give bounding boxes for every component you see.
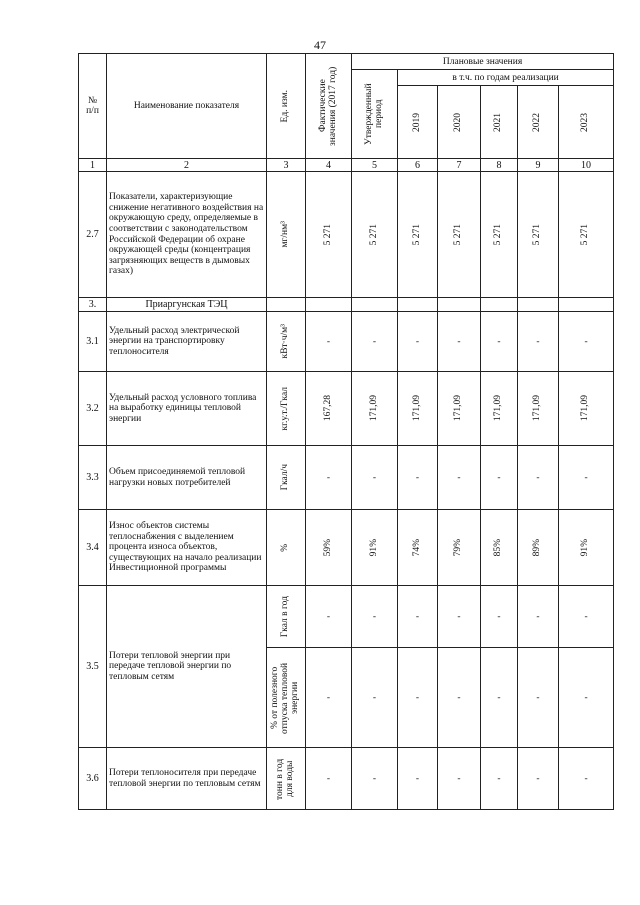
value-cell: 167,28 — [306, 372, 352, 446]
column-number: 2 — [107, 159, 267, 172]
value-cell: 171,09 — [481, 372, 518, 446]
column-number: 10 — [559, 159, 614, 172]
table-row — [79, 372, 614, 446]
indicator-name: Износ объектов системы теплоснабжения с выделением процента износа объектов, существующих на начало реализации Инвестиционной программы — [107, 510, 267, 586]
row-number: 3.1 — [79, 312, 107, 372]
row-number: 3.6 — [79, 748, 107, 810]
table-row — [79, 312, 614, 372]
header-name: Наименование показателя — [107, 54, 267, 159]
row-number: 3.5 — [79, 586, 107, 748]
value-cell: - — [481, 748, 518, 810]
section-title: Приаргунская ТЭЦ — [107, 298, 267, 312]
value-cell: - — [398, 312, 438, 372]
value-cell: 5 271 — [481, 172, 518, 298]
value-cell: 5 271 — [352, 172, 398, 298]
page-number: 47 — [314, 38, 326, 52]
unit-cell: кВт·ч/м³ — [267, 312, 306, 372]
column-number: 3 — [267, 159, 306, 172]
value-cell: - — [559, 648, 614, 748]
row-number: 3.3 — [79, 446, 107, 510]
header-num: № п/п — [79, 54, 107, 159]
value-cell: 91% — [559, 510, 614, 586]
value-cell: 85% — [481, 510, 518, 586]
header-year-2022: 2022 — [518, 86, 559, 159]
unit-cell: % — [267, 510, 306, 586]
section-number: 3. — [79, 298, 107, 312]
value-cell: - — [559, 446, 614, 510]
table-row — [79, 510, 614, 586]
value-cell: - — [438, 648, 481, 748]
column-number: 4 — [306, 159, 352, 172]
value-cell: - — [352, 446, 398, 510]
value-cell: - — [306, 586, 352, 648]
value-cell: - — [438, 748, 481, 810]
header-by-years: в т.ч. по годам реализации — [398, 70, 614, 86]
value-cell: 5 271 — [438, 172, 481, 298]
indicator-name: Потери теплоносителя при передаче тепловой энергии по тепловым сетям — [107, 748, 267, 810]
value-cell: 171,09 — [559, 372, 614, 446]
header-year-2021: 2021 — [481, 86, 518, 159]
header-year-2020: 2020 — [438, 86, 481, 159]
value-cell: - — [438, 586, 481, 648]
value-cell: - — [398, 648, 438, 748]
value-cell: 171,09 — [518, 372, 559, 446]
value-cell: - — [398, 586, 438, 648]
value-cell: - — [352, 748, 398, 810]
value-cell: - — [518, 312, 559, 372]
indicator-name: Объем присоединяемой тепловой нагрузки новых потребителей — [107, 446, 267, 510]
indicator-name: Потери тепловой энергии при передаче тепловой энергии по тепловым сетям — [107, 586, 267, 748]
column-number: 5 — [352, 159, 398, 172]
value-cell: 171,09 — [438, 372, 481, 446]
indicators-table — [78, 53, 614, 810]
header-year-2023: 2023 — [559, 86, 614, 159]
header-actual: Фактические значения (2017 год) — [306, 54, 352, 159]
value-cell: - — [559, 312, 614, 372]
value-cell: - — [518, 446, 559, 510]
value-cell: 5 271 — [518, 172, 559, 298]
unit-cell: % от полезного отпуска тепловой энергии — [267, 648, 306, 748]
value-cell: - — [352, 312, 398, 372]
value-cell: 5 271 — [306, 172, 352, 298]
value-cell: 5 271 — [398, 172, 438, 298]
column-number: 1 — [79, 159, 107, 172]
value-cell: 59% — [306, 510, 352, 586]
unit-cell: тонн в год для воды — [267, 748, 306, 810]
column-number: 6 — [398, 159, 438, 172]
indicator-name: Удельный расход электрической энергии на транспортировку теплоносителя — [107, 312, 267, 372]
row-number: 3.4 — [79, 510, 107, 586]
value-cell: - — [398, 748, 438, 810]
value-cell: - — [518, 586, 559, 648]
value-cell: - — [481, 648, 518, 748]
value-cell: - — [352, 586, 398, 648]
indicator-name: Показатели, характеризующие снижение негативного воздействия на окружающую среду, определяемые в соответствии с законодательством Российской Федерации об охране окружающей среды (концентрация загрязняющих веществ в дымовых газах) — [107, 172, 267, 298]
value-cell: - — [306, 748, 352, 810]
row-number: 3.2 — [79, 372, 107, 446]
table-row — [79, 446, 614, 510]
value-cell: 171,09 — [398, 372, 438, 446]
column-number: 9 — [518, 159, 559, 172]
value-cell: - — [481, 312, 518, 372]
header-approved: Утвержденный период — [352, 70, 398, 159]
column-numbers-row — [79, 159, 614, 172]
value-cell: - — [559, 586, 614, 648]
value-cell: - — [352, 648, 398, 748]
value-cell: 171,09 — [352, 372, 398, 446]
header-unit: Ед. изм. — [267, 54, 306, 159]
header-year-2019: 2019 — [398, 86, 438, 159]
value-cell: 74% — [398, 510, 438, 586]
header-planned: Плановые значения — [352, 54, 614, 70]
section-row — [79, 298, 614, 312]
row-number: 2.7 — [79, 172, 107, 298]
value-cell: - — [518, 648, 559, 748]
value-cell: - — [481, 586, 518, 648]
value-cell: - — [306, 312, 352, 372]
column-number: 8 — [481, 159, 518, 172]
table-row — [79, 586, 614, 648]
unit-cell: Гкал в год — [267, 586, 306, 648]
table-row — [79, 748, 614, 810]
value-cell: - — [481, 446, 518, 510]
value-cell: - — [559, 748, 614, 810]
value-cell: 79% — [438, 510, 481, 586]
value-cell: 5 271 — [559, 172, 614, 298]
value-cell: - — [438, 312, 481, 372]
table-row — [79, 172, 614, 298]
value-cell: - — [306, 648, 352, 748]
value-cell: - — [306, 446, 352, 510]
value-cell: 91% — [352, 510, 398, 586]
value-cell: 89% — [518, 510, 559, 586]
unit-cell: Гкал/ч — [267, 446, 306, 510]
unit-cell: мг/нм³ — [267, 172, 306, 298]
value-cell: - — [438, 446, 481, 510]
value-cell: - — [518, 748, 559, 810]
unit-cell: кг.у.т./Гкал — [267, 372, 306, 446]
value-cell: - — [398, 446, 438, 510]
indicator-name: Удельный расход условного топлива на выработку единицы тепловой энергии — [107, 372, 267, 446]
column-number: 7 — [438, 159, 481, 172]
